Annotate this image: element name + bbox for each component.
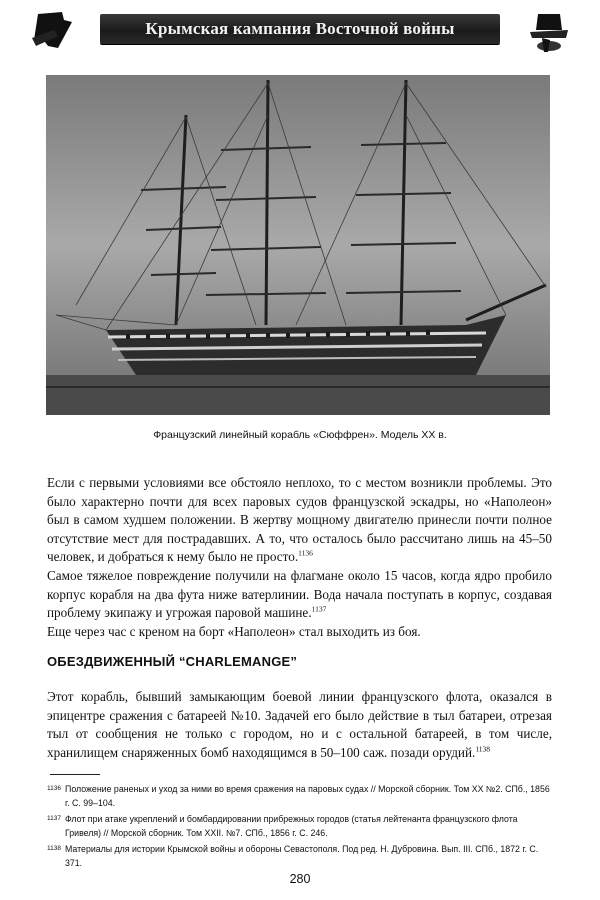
footnotes	[47, 783, 554, 873]
running-header	[0, 0, 600, 62]
article-text-section	[47, 688, 552, 762]
ship-photo	[46, 75, 550, 415]
section-heading: ОБЕЗДВИЖЕННЫЙ “CHARLEMANGE”	[47, 654, 298, 669]
paragraph: Еще через час с креном на борт «Наполеон» стал выходить из боя.	[47, 623, 421, 639]
paragraph	[47, 474, 552, 567]
article-text-top	[47, 474, 552, 641]
paragraph-text: Самое тяжелое повреждение получили на флагмане около 15 часов, когда ядро пробило корпус корабля на два фута ниже ватерлинии. Вода начала поступать в корпус, создавая проблему экипажу и угрожая паровой машине.	[47, 567, 552, 621]
footnote-ref: 1138	[475, 744, 491, 754]
footnote-ref: 1136	[298, 548, 313, 558]
header-banner	[100, 14, 500, 44]
footnote-ref: 1137	[311, 604, 327, 614]
shako-emblem-icon	[28, 8, 80, 56]
cap-emblem-icon	[524, 8, 576, 56]
footnote-number: 1136	[47, 785, 61, 792]
footnote	[47, 783, 554, 810]
footnote-number: 1138	[47, 845, 61, 852]
figure-caption: Французский линейный корабль «Сюффрен». Модель XX в.	[153, 429, 447, 441]
paragraph	[47, 688, 552, 762]
page-number: 280	[289, 872, 311, 886]
paragraph	[47, 567, 552, 623]
paragraph-text: Если с первыми условиями все обстояло неплохо, то с местом возникли проблемы. Это было характерно почти для всех паровых судов французской эскадры, но «Наполеон» был в самом худшем положении. В жертву мощному двигателю принесли почти полное отсутствие мест для пострадавших. А то, что осталось было рассчитано лишь на 45–50 человек, и добраться к нему было не просто.	[47, 475, 552, 565]
footnote-text: Положение раненых и уход за ними во время сражения на паровых судах // Морской сборник. Том XX №2. СПб., 1856 г. С. 99–104.	[65, 784, 550, 808]
footnote-text: Флот при атаке укреплений и бомбардировании прибрежных городов (статья лейтенанта французского флота Гривеля) // Морской сборник. Том XXII. №7. СПб., 1856 г. С. 246.	[65, 814, 518, 838]
footnote-divider	[50, 774, 100, 775]
footnote-number: 1137	[47, 815, 61, 822]
paragraph-text: Этот корабль, бывший замыкающим боевой линии французского флота, оказался в эпицентре сражения с батареей №10. Задачей его было действие в тыл батареи, отрезая тыл от сообщения не только с городом, но и с остальной батареей, в том числе, хранилищем снаряженных бомб находящимся в 50–100 саж. позади орудий.	[47, 689, 552, 760]
footnote-text: Материалы для истории Крымской войны и обороны Севастополя. Под ред. Н. Дубровина. Вып. III. СПб., 1872 г. С. 371.	[65, 844, 539, 868]
footnote	[47, 813, 554, 840]
header-title: Крымская кампания Восточной войны	[145, 19, 455, 38]
footnote	[47, 843, 554, 870]
